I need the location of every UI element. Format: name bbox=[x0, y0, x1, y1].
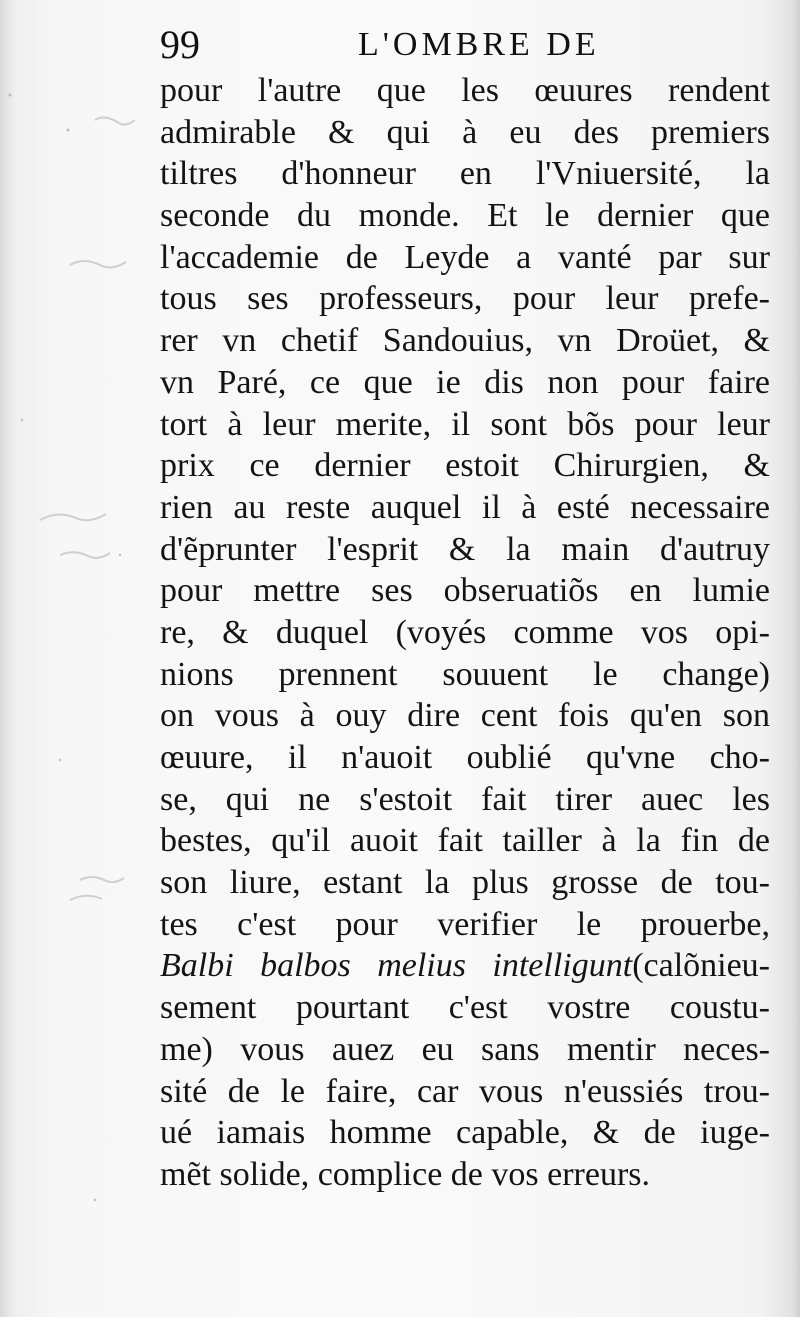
page-number: 99 bbox=[160, 22, 200, 67]
text-line: d'ẽprunter l'esprit & la main d'autruy bbox=[160, 530, 770, 568]
text-line: me) vous auez eu sans mentir neces- bbox=[160, 1030, 770, 1068]
text-line: re, & duquel (voyés comme vos opi- bbox=[160, 613, 770, 651]
text-line: son liure, estant la plus grosse de tou- bbox=[160, 864, 770, 902]
body-text bbox=[160, 70, 770, 1196]
text-line: pour mettre ses obseruatiõs en lumie bbox=[160, 572, 770, 610]
text-line: vn Paré, ce que ie dis non pour faire bbox=[160, 363, 770, 401]
text-line: œuure, il n'auoit oublié qu'vne cho- bbox=[160, 739, 770, 776]
text-line: ué iamais homme capable, & de iuge- bbox=[160, 1114, 770, 1152]
text-line: mẽt solide, complice de vos erreurs. bbox=[160, 1155, 651, 1193]
latin-proverb-line bbox=[160, 945, 770, 987]
text-line: sité de le faire, car vous n'eussiés trou- bbox=[160, 1072, 770, 1110]
running-title: L'OMBRE DE bbox=[358, 26, 600, 63]
text-line: tous ses professeurs, pour leur prefe- bbox=[160, 280, 770, 318]
text-line: seconde du monde. Et le dernier que bbox=[160, 197, 770, 235]
proverb-continuation: (calõnieu- bbox=[632, 947, 770, 985]
text-line: pour l'autre que les œuures rendent bbox=[160, 72, 770, 109]
text-line: nions prennent souuent le change) bbox=[160, 655, 770, 693]
text-line: rer vn chetif Sandouius, vn Droüet, & bbox=[160, 322, 770, 360]
text-line: prix ce dernier estoit Chirurgien, & bbox=[160, 447, 770, 485]
text-line: l'accademie de Leyde a vanté par sur bbox=[160, 238, 770, 276]
text-line: bestes, qu'il auoit fait tailler à la fin de bbox=[160, 822, 770, 860]
text-line: on vous à ouy dire cent fois qu'en son bbox=[160, 697, 770, 735]
running-header bbox=[160, 20, 750, 70]
latin-proverb: Balbi balbos melius intelligunt bbox=[160, 947, 633, 985]
text-line: tiltres d'honneur en l'Vniuersité, la bbox=[160, 155, 770, 193]
text-line: admirable & qui à eu des premiers bbox=[160, 113, 770, 151]
text-line: rien au reste auquel il à esté necessaire bbox=[160, 488, 770, 526]
text-line: se, qui ne s'estoit fait tirer auec les bbox=[160, 780, 770, 818]
text-line: tort à leur merite, il sont bõs pour leur bbox=[160, 405, 770, 443]
show-through-marks bbox=[0, 0, 150, 1317]
text-line: sement pourtant c'est vostre coustu- bbox=[160, 989, 770, 1027]
text-line: tes c'est pour verifier le prouerbe, bbox=[160, 905, 770, 943]
